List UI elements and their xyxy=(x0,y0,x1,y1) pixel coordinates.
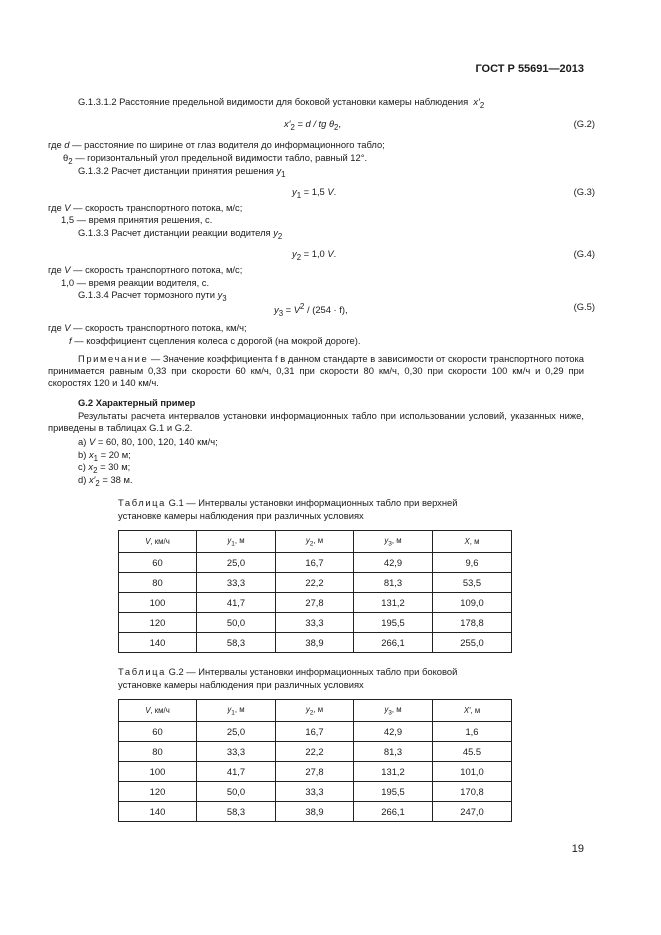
table-cell: 255,0 xyxy=(433,633,512,653)
equation-g3 xyxy=(292,186,336,202)
eq3-rhs: = 1,5 xyxy=(303,186,325,197)
table-cell: 38,9 xyxy=(276,802,354,822)
def-theta-sub: 2 xyxy=(68,156,73,166)
table1-caption-line1 xyxy=(118,497,458,509)
table-cell: 1,6 xyxy=(433,722,512,742)
table-row xyxy=(119,762,512,782)
table-cell: 140 xyxy=(119,802,197,822)
table-cell: 266,1 xyxy=(354,802,433,822)
column-header-unit: , м xyxy=(470,706,481,715)
column-header-unit: , м xyxy=(313,535,324,545)
table-cell: 131,2 xyxy=(354,762,433,782)
x2prime-symbol: x′ xyxy=(473,96,480,107)
def-f-symbol: f xyxy=(69,335,72,346)
column-header-var: y xyxy=(384,704,389,714)
table-cell: 170,8 xyxy=(433,782,512,802)
table-cell: 266,1 xyxy=(354,633,433,653)
def-d-text: — расстояние по ширине от глаз водителя до информационного табло; xyxy=(72,139,385,150)
table-cell: 101,0 xyxy=(433,762,512,782)
column-header xyxy=(119,531,197,553)
eq5-lhs-sub: 3 xyxy=(278,309,284,318)
column-header xyxy=(354,700,433,722)
table-cell: 109,0 xyxy=(433,593,512,613)
table-cell: 247,0 xyxy=(433,802,512,822)
column-header xyxy=(433,531,512,553)
table-row xyxy=(119,573,512,593)
table1-caption-text: G.1 — Интервалы установки информационных табло при верхней xyxy=(165,497,458,508)
table-cell: 42,9 xyxy=(354,722,433,742)
g1132-text: G.1.3.2 Расчет дистанции принятия решения xyxy=(78,165,274,176)
definition-v1 xyxy=(48,202,242,214)
def-v3-where: где xyxy=(48,322,62,333)
column-header-sub: 3 xyxy=(388,540,392,548)
condition-d xyxy=(78,474,133,490)
column-header-unit: , м xyxy=(391,704,402,714)
table-cell: 120 xyxy=(119,613,197,633)
table-cell: 81,3 xyxy=(354,742,433,762)
eq2-end: , xyxy=(338,118,342,129)
equation-g4-number: (G.4) xyxy=(573,248,595,259)
table-cell: 9,6 xyxy=(433,553,512,573)
equation-g2-number: (G.2) xyxy=(573,118,595,129)
table-cell: 38,9 xyxy=(276,633,354,653)
column-header-var: V xyxy=(145,537,151,546)
table-cell: 120 xyxy=(119,782,197,802)
table1-caption-label: Таблица xyxy=(118,497,166,508)
equation-g4 xyxy=(292,248,336,264)
column-header-unit: , м xyxy=(234,535,245,545)
eq2-lhs-sub: 2 xyxy=(290,122,295,132)
note-text: — Значение коэффициента f в данном стандарте в зависимости от скорости транспортного потока принимается равным 0,33 при скорости 60 км/ч, 0,31 при скорости 80 км/ч, 0,30 при скорости 100 км/ч и 0,29 при скоростях 120 и 140 км/ч. xyxy=(48,353,584,388)
column-header-sub: 2 xyxy=(309,540,314,548)
table-g1 xyxy=(118,530,512,653)
table-cell: 100 xyxy=(119,593,197,613)
def-v2-symbol: V xyxy=(64,264,71,275)
equation-g2 xyxy=(284,118,341,134)
column-header xyxy=(119,700,197,722)
table-cell: 80 xyxy=(119,742,197,762)
column-header-var: y xyxy=(227,535,232,545)
table-cell: 140 xyxy=(119,633,197,653)
table-cell: 58,3 xyxy=(197,633,276,653)
column-header-var: X′ xyxy=(463,706,471,715)
def-10-text: — время реакции водителя, с. xyxy=(76,277,210,288)
document-code: ГОСТ Р 55691—2013 xyxy=(475,63,584,75)
table-row xyxy=(119,722,512,742)
eq3-lhs: y xyxy=(292,186,297,197)
def-10-symbol: 1,0 xyxy=(61,277,75,288)
eq5-sup: 2 xyxy=(300,302,305,311)
table-cell: 16,7 xyxy=(276,722,354,742)
column-header-unit: , км/ч xyxy=(150,706,170,715)
def-d-symbol: d xyxy=(64,139,70,150)
cond-b-text: = 20 м; xyxy=(100,449,131,460)
table-cell: 41,7 xyxy=(197,593,276,613)
def-v1-where: где xyxy=(48,202,62,213)
table-cell: 60 xyxy=(119,722,197,742)
table-cell: 45.5 xyxy=(433,742,512,762)
section-g2-title: G.2 Характерный пример xyxy=(78,397,196,408)
g1134-sub: 3 xyxy=(222,293,227,303)
cond-d-var: x′ xyxy=(88,474,96,485)
column-header-unit: , м xyxy=(469,537,480,546)
table-cell: 27,8 xyxy=(276,593,354,613)
table2-caption-label: Таблица xyxy=(118,666,166,677)
eq5-equals: = xyxy=(285,304,292,316)
page-number: 19 xyxy=(571,843,584,855)
def-d-where: где xyxy=(48,139,62,150)
eq2-lhs: x′ xyxy=(284,118,291,129)
g1133-sub: 2 xyxy=(277,231,283,241)
def-v2-text: — скорость транспортного потока, м/с; xyxy=(73,264,243,275)
note-label: Примечание xyxy=(78,353,149,364)
section-g1312-text: G.1.3.1.2 Расстояние предельной видимости для боковой установки камеры наблюдения xyxy=(78,96,469,107)
g1133-symbol: y xyxy=(273,227,278,238)
table-cell: 80 xyxy=(119,573,197,593)
table-cell: 33,3 xyxy=(197,742,276,762)
column-header-unit: , м xyxy=(391,535,402,545)
table-cell: 16,7 xyxy=(276,553,354,573)
def-v3-text: — скорость транспортного потока, км/ч; xyxy=(73,322,247,333)
table2-caption-line1 xyxy=(118,666,457,678)
table-row xyxy=(119,613,512,633)
table-row xyxy=(119,742,512,762)
def-f-text: — коэффициент сцепления колеса с дорогой (на мокрой дороге). xyxy=(74,335,361,346)
def-v2-where: где xyxy=(48,264,62,275)
column-header xyxy=(276,700,354,722)
eq4-lhs: y xyxy=(292,248,297,259)
cond-a-text: = 60, 80, 100, 120, 140 км/ч; xyxy=(97,436,218,447)
column-header-var: y xyxy=(384,535,389,545)
cond-d-text: = 38 м. xyxy=(102,474,133,485)
column-header xyxy=(197,700,276,722)
column-header xyxy=(354,531,433,553)
table-cell: 33,3 xyxy=(276,782,354,802)
table2-caption-text: G.2 — Интервалы установки информационных табло при боковой xyxy=(165,666,458,677)
table-cell: 53,5 xyxy=(433,573,512,593)
table-row xyxy=(119,802,512,822)
column-header-unit: , м xyxy=(234,704,245,714)
column-header-var: y xyxy=(227,704,232,714)
eq4-end: . xyxy=(333,248,337,259)
column-header-sub: 1 xyxy=(231,709,235,717)
table-cell: 81,3 xyxy=(354,573,433,593)
eq4-rhs: = 1,0 xyxy=(303,248,325,259)
x2prime-sub: 2 xyxy=(479,100,485,110)
def-v3-symbol: V xyxy=(64,322,71,333)
g1134-symbol: y xyxy=(217,289,223,300)
table-cell: 195,5 xyxy=(354,782,433,802)
table-header-row xyxy=(119,531,512,553)
table-row xyxy=(119,633,512,653)
def-theta-symbol: θ xyxy=(63,152,69,163)
table-cell: 22,2 xyxy=(276,742,354,762)
table-g2 xyxy=(118,699,512,822)
def-15-text: — время принятия решения, с. xyxy=(76,214,213,225)
table-cell: 50,0 xyxy=(197,782,276,802)
definition-f xyxy=(69,335,360,347)
table-header-row xyxy=(119,700,512,722)
g2-intro: Результаты расчета интервалов установки информационных табло при использовании условий, указанных ниже, приведены в таблицах G.1 и G.2. xyxy=(48,410,584,433)
section-g1133 xyxy=(78,227,282,243)
column-header-sub: 1 xyxy=(231,540,235,548)
def-theta-text: — горизонтальный угол предельной видимости табло, равный 12°. xyxy=(75,152,368,163)
cond-a-marker: a) xyxy=(78,436,87,447)
definition-v3 xyxy=(48,322,247,334)
definition-15 xyxy=(61,214,212,226)
table-cell: 131,2 xyxy=(354,593,433,613)
table-cell: 25,0 xyxy=(197,722,276,742)
column-header-unit: , м xyxy=(313,704,324,714)
eq3-lhs-sub: 1 xyxy=(296,190,302,200)
definition-d xyxy=(48,139,385,151)
equation-g5 xyxy=(274,301,348,320)
eq4-lhs-sub: 2 xyxy=(296,252,302,262)
section-g1312 xyxy=(78,96,484,112)
column-header-var: y xyxy=(305,704,310,714)
table-cell: 22,2 xyxy=(276,573,354,593)
table-cell: 33,3 xyxy=(276,613,354,633)
table-cell: 50,0 xyxy=(197,613,276,633)
column-header-sub: 2 xyxy=(309,709,314,717)
cond-b-marker: b) xyxy=(78,449,87,460)
eq2-rhs: = d / tg θ xyxy=(297,118,335,129)
column-header xyxy=(276,531,354,553)
eq5-lhs: y xyxy=(274,304,279,316)
cond-c-text: = 30 м; xyxy=(100,461,131,472)
column-header-var: V xyxy=(145,706,151,715)
column-header-unit: , км/ч xyxy=(150,537,170,546)
cond-b-sub: 1 xyxy=(93,453,98,463)
equation-g3-number: (G.3) xyxy=(573,186,595,197)
table-cell: 41,7 xyxy=(197,762,276,782)
g1132-sub: 1 xyxy=(281,169,286,179)
cond-c-marker: c) xyxy=(78,461,86,472)
cond-b-var: x xyxy=(88,449,94,460)
g1133-text: G.1.3.3 Расчет дистанции реакции водителя xyxy=(78,227,271,238)
eq5-var: V xyxy=(293,304,301,316)
g1134-text: G.1.3.4 Расчет тормозного пути xyxy=(78,289,215,300)
definition-v2 xyxy=(48,264,242,276)
cond-a-var: V xyxy=(88,436,96,447)
table-cell: 100 xyxy=(119,762,197,782)
table-cell: 42,9 xyxy=(354,553,433,573)
cond-d-marker: d) xyxy=(78,474,87,485)
eq2-rhs-sub: 2 xyxy=(334,122,339,132)
eq4-var: V xyxy=(327,248,334,259)
cond-d-sub: 2 xyxy=(95,478,100,488)
column-header-sub: 3 xyxy=(388,709,392,717)
eq3-end: . xyxy=(333,186,337,197)
eq3-var: V xyxy=(327,186,334,197)
cond-c-sub: 2 xyxy=(93,465,98,475)
def-15-symbol: 1,5 xyxy=(61,214,75,225)
cond-c-var: x xyxy=(88,461,94,472)
condition-a xyxy=(78,436,218,448)
table-row xyxy=(119,782,512,802)
section-g1132 xyxy=(78,165,286,181)
def-v1-symbol: V xyxy=(64,202,71,213)
table1-caption-line2: установке камеры наблюдения при различных условиях xyxy=(118,510,364,521)
definition-10 xyxy=(61,277,209,289)
table-cell: 27,8 xyxy=(276,762,354,782)
eq5-rhs: / (254 · f), xyxy=(306,304,348,316)
table-cell: 58,3 xyxy=(197,802,276,822)
column-header-var: y xyxy=(305,535,310,545)
table-cell: 60 xyxy=(119,553,197,573)
section-g1134 xyxy=(78,289,227,305)
table-cell: 178,8 xyxy=(433,613,512,633)
column-header xyxy=(197,531,276,553)
table-row xyxy=(119,593,512,613)
column-header xyxy=(433,700,512,722)
table-row xyxy=(119,553,512,573)
equation-g5-number: (G.5) xyxy=(573,301,595,312)
table-cell: 25,0 xyxy=(197,553,276,573)
def-v1-text: — скорость транспортного потока, м/с; xyxy=(73,202,243,213)
note-paragraph xyxy=(48,353,584,389)
g1132-symbol: y xyxy=(276,165,282,176)
column-header-var: X xyxy=(464,537,470,546)
table-cell: 33,3 xyxy=(197,573,276,593)
table2-caption-line2: установке камеры наблюдения при различных условиях xyxy=(118,679,364,690)
table-cell: 195,5 xyxy=(354,613,433,633)
